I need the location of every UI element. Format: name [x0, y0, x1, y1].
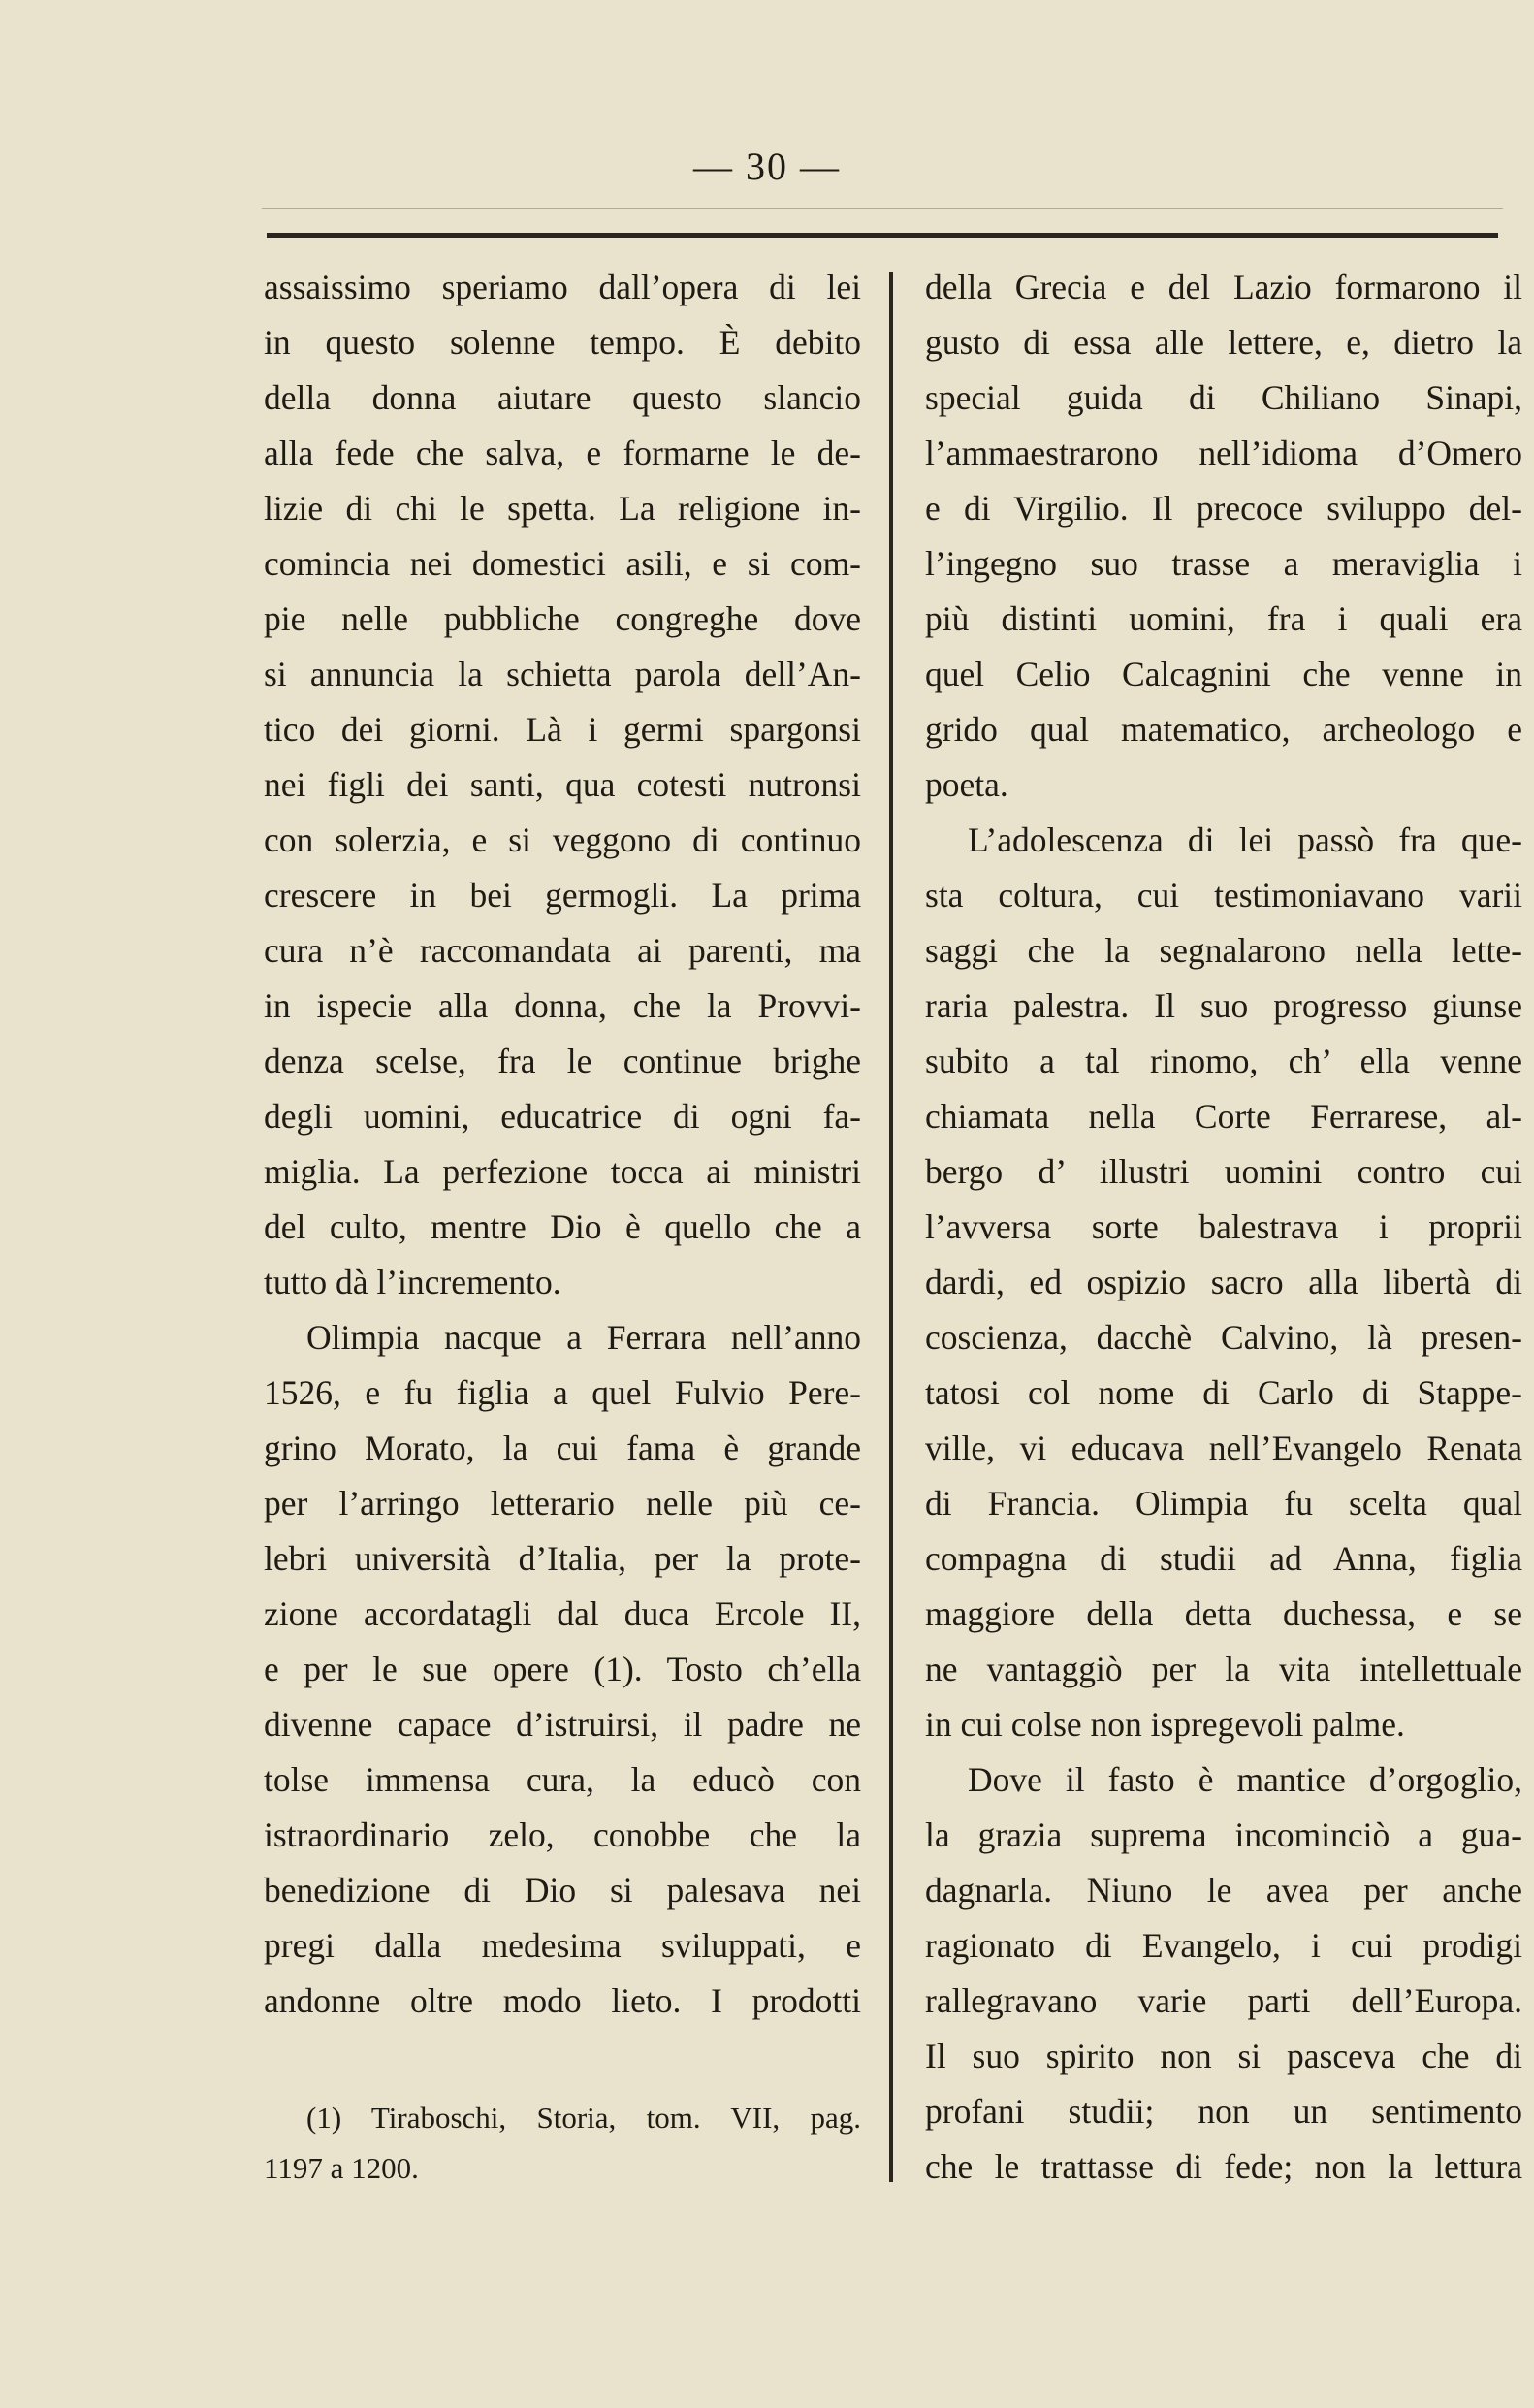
header-rule — [267, 233, 1498, 238]
text-line: andonne oltre modo lieto. I prodotti — [264, 1981, 861, 2020]
text-line: con solerzia, e si veggono di continuo — [264, 820, 861, 859]
footnote — [264, 2093, 861, 2194]
footnote-line: (1) Tiraboschi, Storia, tom. VII, pag. — [306, 2101, 861, 2135]
text-line: denza scelse, fra le continue brighe — [264, 1042, 861, 1080]
text-line: poeta. — [925, 765, 1008, 804]
text-line: nei figli dei santi, qua cotesti nutronsi — [264, 765, 861, 804]
column-divider — [889, 272, 893, 2182]
text-line: special guida di Chiliano Sinapi, — [925, 378, 1522, 417]
text-line: saggi che la segnalarono nella lette- — [925, 931, 1522, 970]
text-line: lizie di chi le spetta. La religione in- — [264, 489, 861, 528]
text-line: chiamata nella Corte Ferrarese, al- — [925, 1097, 1522, 1136]
text-line: e di Virgilio. Il precoce sviluppo del- — [925, 489, 1522, 528]
text-line: grino Morato, la cui fama è grande — [264, 1429, 861, 1467]
text-line: l’ammaestrarono nell’idioma d’Omero — [925, 433, 1522, 472]
text-line: Il suo spirito non si pasceva che di — [925, 2037, 1522, 2075]
text-line: la grazia suprema incominciò a gua- — [925, 1815, 1522, 1854]
text-line: crescere in bei germogli. La prima — [264, 876, 861, 915]
text-line: quel Celio Calcagnini che venne in — [925, 655, 1522, 693]
text-line: divenne capace d’istruirsi, il padre ne — [264, 1705, 861, 1744]
page-number: — 30 — — [693, 144, 841, 188]
text-line: gusto di essa alle lettere, e, dietro la — [925, 323, 1522, 362]
footnote-line: 1197 a 1200. — [264, 2151, 419, 2185]
text-line: subito a tal rinomo, ch’ ella venne — [925, 1042, 1522, 1080]
text-line: miglia. La perfezione tocca ai ministri — [264, 1152, 861, 1191]
text-line: tico dei giorni. Là i germi spargonsi — [264, 710, 861, 749]
text-line: più distinti uomini, fra i quali era — [925, 599, 1522, 638]
text-line: tutto dà l’incremento. — [264, 1263, 561, 1301]
left-column — [264, 260, 861, 2029]
text-line: lebri università d’Italia, per la prote- — [264, 1539, 861, 1578]
text-line: si annuncia la schietta parola dell’An- — [264, 655, 861, 693]
text-line: compagna di studii ad Anna, figlia — [925, 1539, 1522, 1578]
text-line: del culto, mentre Dio è quello che a — [264, 1207, 861, 1246]
text-line: per l’arringo letterario nelle più ce- — [264, 1484, 861, 1523]
text-line: della donna aiutare questo slancio — [264, 378, 861, 417]
text-line: coscienza, dacchè Calvino, là presen- — [925, 1318, 1522, 1357]
text-line: ville, vi educava nell’Evangelo Renata — [925, 1429, 1522, 1467]
text-line: sta coltura, cui testimoniavano varii — [925, 876, 1522, 915]
text-line: tatosi col nome di Carlo di Stappe- — [925, 1373, 1522, 1412]
text-line: dardi, ed ospizio sacro alla libertà di — [925, 1263, 1522, 1301]
text-line: alla fede che salva, e formarne le de- — [264, 433, 861, 472]
text-line: in ispecie alla donna, che la Provvi- — [264, 986, 861, 1025]
header-thin-rule — [262, 208, 1503, 209]
text-line: rallegravano varie parti dell’Europa. — [925, 1981, 1522, 2020]
text-line: zione accordatagli dal duca Ercole II, — [264, 1594, 861, 1633]
text-line: pie nelle pubbliche congreghe dove — [264, 599, 861, 638]
text-line: degli uomini, educatrice di ogni fa- — [264, 1097, 861, 1136]
text-line: tolse immensa cura, la educò con — [264, 1760, 861, 1799]
text-line: in cui colse non ispregevoli palme. — [925, 1705, 1405, 1744]
text-line: bergo d’ illustri uomini contro cui — [925, 1152, 1522, 1191]
text-line: istraordinario zelo, conobbe che la — [264, 1815, 861, 1854]
text-line: assaissimo speriamo dall’opera di lei — [264, 268, 861, 306]
text-line: di Francia. Olimpia fu scelta qual — [925, 1484, 1522, 1523]
text-line: profani studii; non un sentimento — [925, 2092, 1522, 2131]
text-line: l’avversa sorte balestrava i proprii — [925, 1207, 1522, 1246]
text-line: l’ingegno suo trasse a meraviglia i — [925, 544, 1522, 583]
text-line: cura n’è raccomandata ai parenti, ma — [264, 931, 861, 970]
text-line: Olimpia nacque a Ferrara nell’anno — [306, 1318, 861, 1357]
text-line: L’adolescenza di lei passò fra que- — [968, 820, 1522, 859]
text-line: della Grecia e del Lazio formarono il — [925, 268, 1522, 306]
text-line: grido qual matematico, archeologo e — [925, 710, 1522, 749]
text-line: Dove il fasto è mantice d’orgoglio, — [968, 1760, 1522, 1799]
text-line: che le trattasse di fede; non la lettura — [925, 2147, 1522, 2186]
text-line: maggiore della detta duchessa, e se — [925, 1594, 1522, 1633]
text-line: dagnarla. Niuno le avea per anche — [925, 1871, 1522, 1910]
text-line: comincia nei domestici asili, e si com- — [264, 544, 861, 583]
text-line: ne vantaggiò per la vita intellettuale — [925, 1650, 1522, 1688]
text-line: raria palestra. Il suo progresso giunse — [925, 986, 1522, 1025]
text-line: e per le sue opere (1). Tosto ch’ella — [264, 1650, 861, 1688]
text-line: in questo solenne tempo. È debito — [264, 323, 861, 362]
text-line: benedizione di Dio si palesava nei — [264, 1871, 861, 1910]
text-line: pregi dalla medesima sviluppati, e — [264, 1926, 861, 1965]
text-line: 1526, e fu figlia a quel Fulvio Pere- — [264, 1373, 861, 1412]
right-column — [925, 260, 1522, 2195]
text-line: ragionato di Evangelo, i cui prodigi — [925, 1926, 1522, 1965]
